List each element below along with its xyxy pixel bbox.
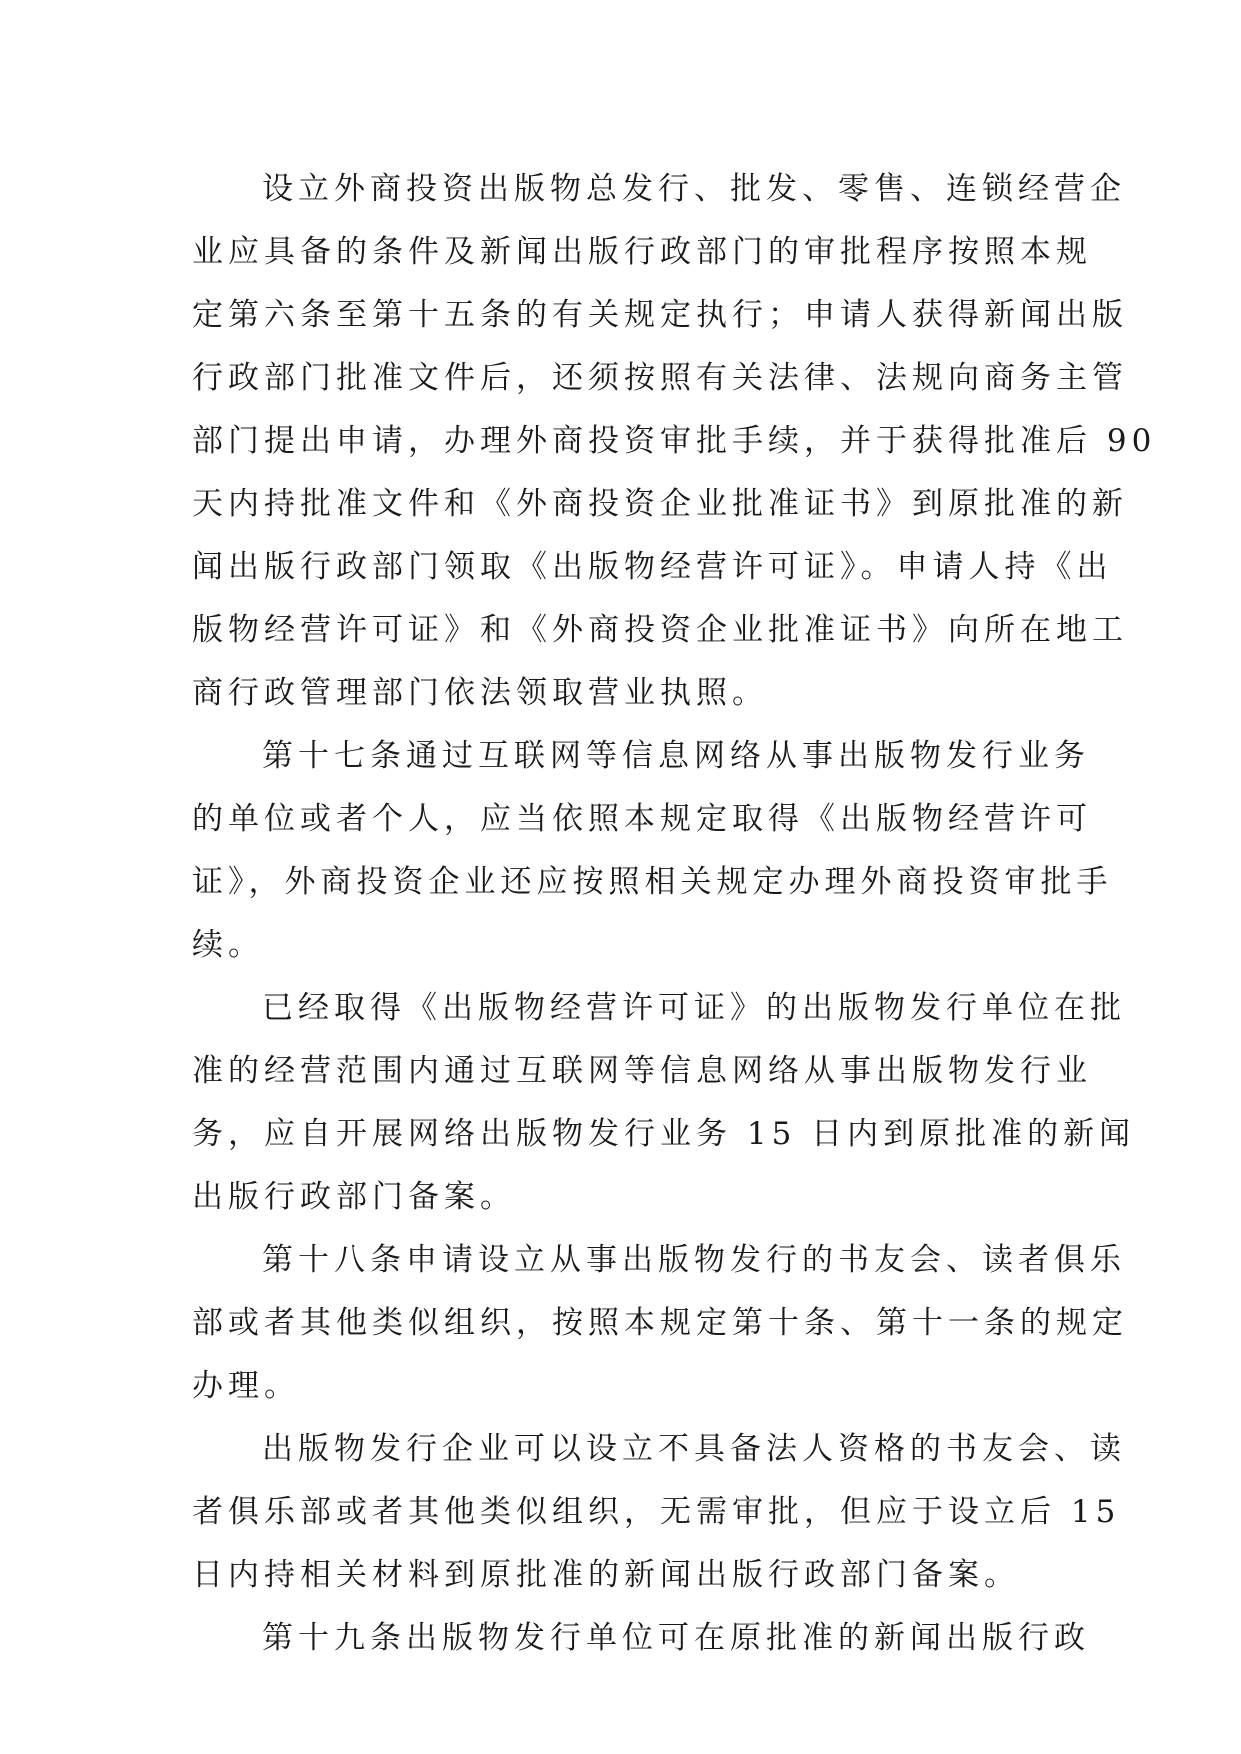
text-line: 已经取得《出版物经营许可证》的出版物发行单位在批 — [262, 990, 1126, 1026]
text-line: 第十七条通过互联网等信息网络从事出版物发行业务 — [262, 738, 1090, 774]
text-line: 第十八条申请设立从事出版物发行的书友会、读者俱乐 — [262, 1242, 1126, 1278]
text-line: 务，应自开展网络出版物发行业务 15 日内到原批准的新闻 — [192, 1116, 1136, 1152]
text-line: 版物经营许可证》和《外商投资企业批准证书》向所在地工 — [192, 612, 1128, 648]
text-line: 证》，外商投资企业还应按照相关规定办理外商投资审批手 — [192, 864, 1113, 900]
text-line: 定第六条至第十五条的有关规定执行；申请人获得新闻出版 — [192, 297, 1128, 333]
text-line: 续。 — [192, 927, 264, 963]
text-line: 第十九条出版物发行单位可在原批准的新闻出版行政 — [262, 1620, 1090, 1656]
text-line: 业应具备的条件及新闻出版行政部门的审批程序按照本规 — [192, 234, 1092, 270]
text-line: 办理。 — [192, 1368, 300, 1404]
paragraph — [192, 158, 1157, 725]
text-line: 行政部门批准文件后，还须按照有关法律、法规向商务主管 — [192, 360, 1128, 396]
text-line: 日内持相关材料到原批准的新闻出版行政部门备案。 — [192, 1557, 1020, 1593]
text-line: 设立外商投资出版物总发行、批发、零售、连锁经营企 — [262, 171, 1126, 207]
text-line: 天内持批准文件和《外商投资企业批准证书》到原批准的新 — [192, 486, 1128, 522]
paragraph — [192, 725, 1113, 977]
text-line: 的单位或者个人，应当依照本规定取得《出版物经营许可 — [192, 801, 1092, 837]
text-line: 者俱乐部或者其他类似组织，无需审批，但应于设立后 15 — [192, 1494, 1121, 1530]
paragraph — [192, 1229, 1128, 1418]
paragraph — [192, 1418, 1126, 1607]
text-line: 出版物发行企业可以设立不具备法人资格的书友会、读 — [262, 1431, 1126, 1467]
paragraph — [192, 1607, 1090, 1670]
text-line: 准的经营范围内通过互联网等信息网络从事出版物发行业 — [192, 1053, 1092, 1089]
text-line: 部或者其他类似组织，按照本规定第十条、第十一条的规定 — [192, 1305, 1128, 1341]
paragraph — [192, 977, 1136, 1229]
document-body — [192, 158, 1157, 1670]
text-line: 闻出版行政部门领取《出版物经营许可证》。申请人持《出 — [192, 549, 1113, 585]
text-line: 部门提出申请，办理外商投资审批手续，并于获得批准后 90 — [192, 423, 1157, 459]
text-line: 出版行政部门备案。 — [192, 1179, 516, 1215]
text-line: 商行政管理部门依法领取营业执照。 — [192, 675, 768, 711]
